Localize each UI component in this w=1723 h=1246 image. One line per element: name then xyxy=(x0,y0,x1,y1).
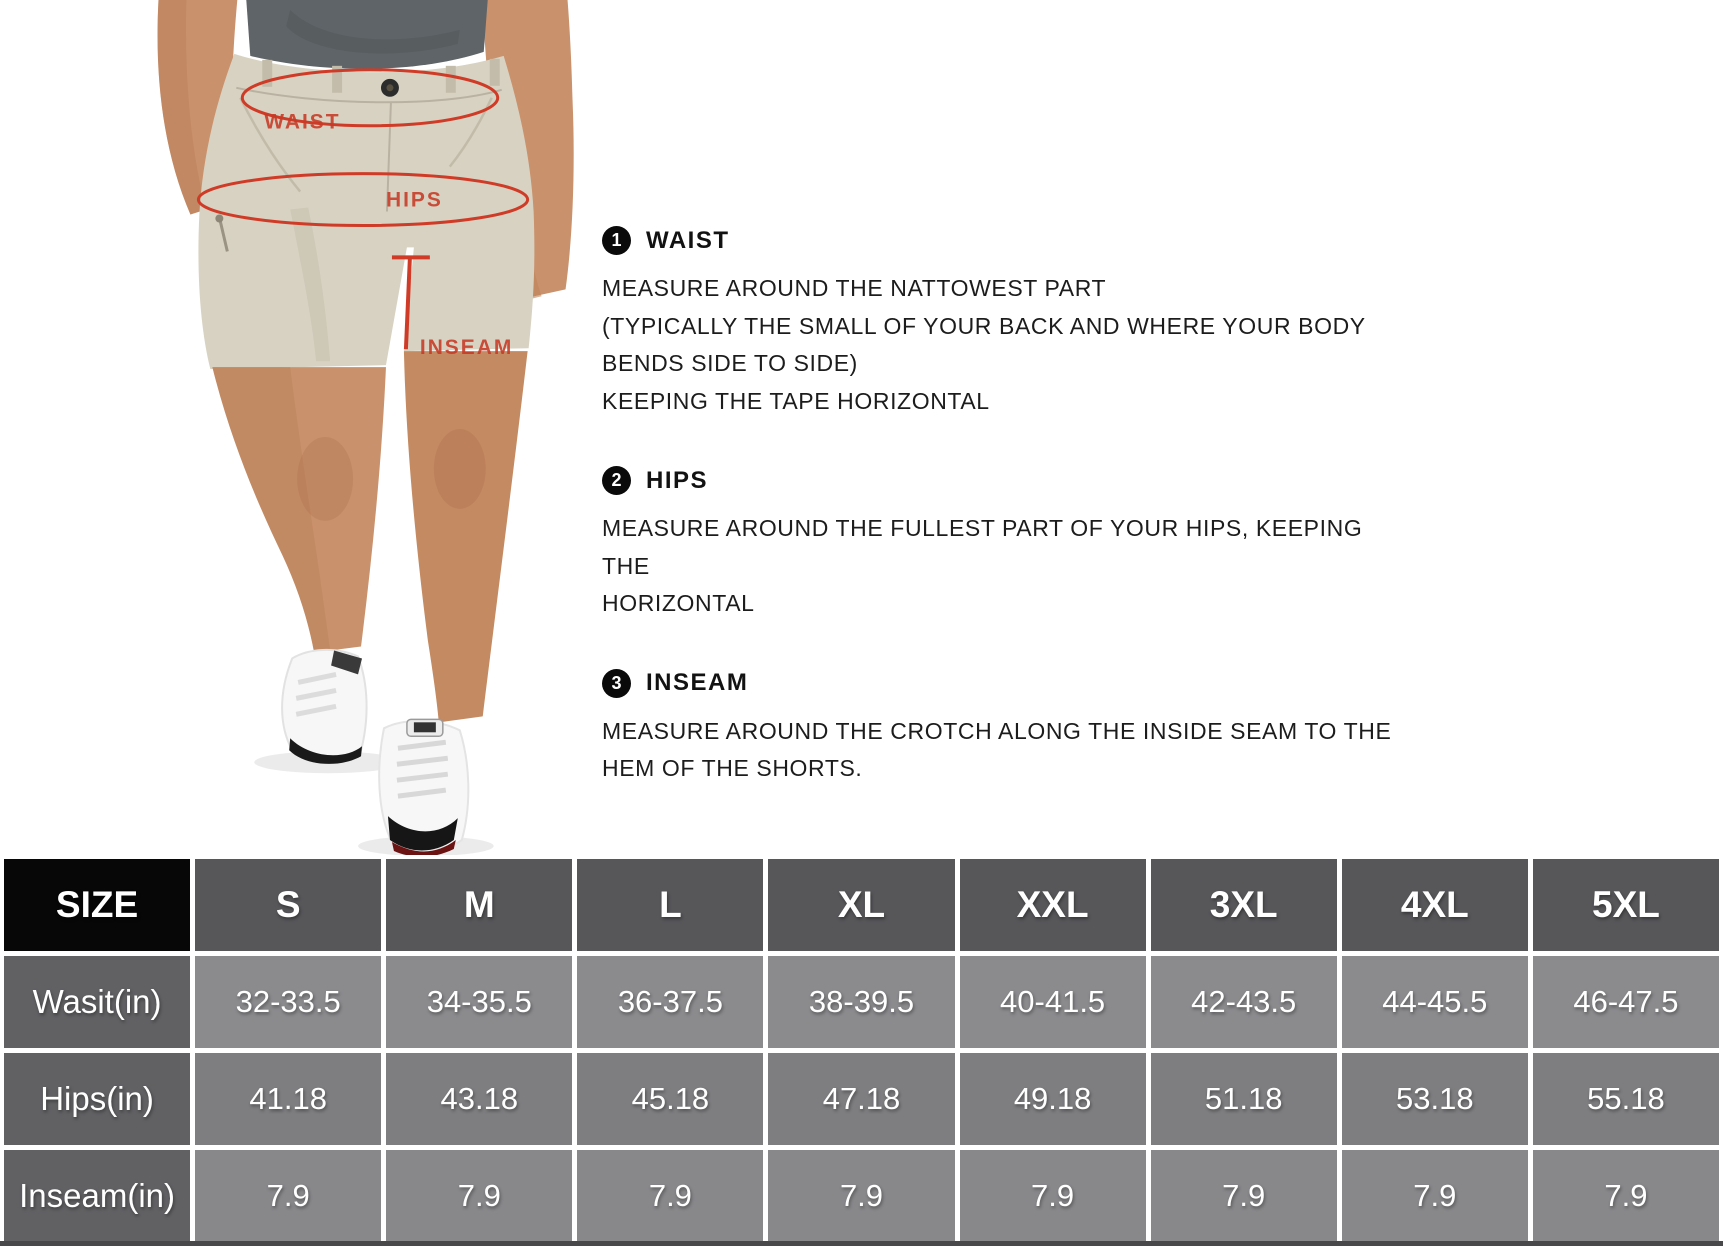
right-knee-shade xyxy=(434,429,486,509)
hips-value: 55.18 xyxy=(1533,1053,1719,1145)
belt-loop xyxy=(446,66,456,93)
inseam-value: 7.9 xyxy=(1151,1150,1337,1242)
instruction-text-line: MEASURE AROUND THE CROTCH ALONG THE INSIDE SEAM TO THE xyxy=(602,717,1392,744)
instruction-inseam xyxy=(602,669,1402,788)
left-knee-shade xyxy=(297,437,353,521)
waist-value: 40-41.5 xyxy=(960,956,1146,1048)
size-chart-table xyxy=(0,855,1723,1246)
instruction-inseam-title: INSEAM xyxy=(646,669,749,696)
hips-value: 41.18 xyxy=(195,1053,381,1145)
step-2-badge: 2 xyxy=(602,466,631,495)
inseam-value: 7.9 xyxy=(1342,1150,1528,1242)
table-header-xl: XL xyxy=(768,859,954,951)
table-header-m: M xyxy=(386,859,572,951)
waist-value: 32-33.5 xyxy=(195,956,381,1048)
row-label-hips: Hips(in) xyxy=(4,1053,190,1145)
row-label-waist: Wasit(in) xyxy=(4,956,190,1048)
right-leg xyxy=(404,351,528,722)
row-label-inseam: Inseam(in) xyxy=(4,1150,190,1242)
instruction-text-line: HORIZONTAL xyxy=(602,590,755,616)
hips-annotation-label: HIPS xyxy=(385,188,443,212)
inseam-annotation-label: INSEAM xyxy=(419,336,514,360)
hips-value: 43.18 xyxy=(386,1053,572,1145)
waist-value: 38-39.5 xyxy=(768,956,954,1048)
size-chart-grid xyxy=(4,859,1719,1242)
instruction-hips-heading xyxy=(602,466,1402,495)
zip-pull xyxy=(215,215,223,223)
instruction-text-line: (TYPICALLY THE SMALL OF YOUR BACK AND WHERE YOUR BODY xyxy=(602,312,1366,339)
instruction-text-line: BENDS SIDE TO SIDE) xyxy=(602,350,858,376)
instruction-text-line: MEASURE AROUND THE FULLEST PART OF YOUR HIPS, KEEPING THE xyxy=(602,515,1363,579)
inseam-value: 7.9 xyxy=(195,1150,381,1242)
measurement-instructions xyxy=(602,226,1402,788)
waist-button-center xyxy=(386,84,393,91)
instruction-text-line: HEM OF THE SHORTS. xyxy=(602,755,863,781)
waist-value: 34-35.5 xyxy=(386,956,572,1048)
instruction-hips xyxy=(602,466,1402,623)
inseam-value: 7.9 xyxy=(960,1150,1146,1242)
table-header-4xl: 4XL xyxy=(1342,859,1528,951)
table-header-size: SIZE xyxy=(4,859,190,951)
hips-value: 45.18 xyxy=(577,1053,763,1145)
table-header-3xl: 3XL xyxy=(1151,859,1337,951)
inseam-value: 7.9 xyxy=(577,1150,763,1242)
inseam-value: 7.9 xyxy=(1533,1150,1719,1242)
table-header-5xl: 5XL xyxy=(1533,859,1719,951)
step-3-badge: 3 xyxy=(602,669,631,698)
instruction-waist-heading xyxy=(602,226,1402,255)
model-illustration xyxy=(140,0,600,858)
hips-value: 51.18 xyxy=(1151,1053,1337,1145)
inseam-value: 7.9 xyxy=(386,1150,572,1242)
hips-value: 47.18 xyxy=(768,1053,954,1145)
model-photo xyxy=(140,0,600,858)
waist-annotation-label: WAIST xyxy=(264,110,341,134)
waist-value: 42-43.5 xyxy=(1151,956,1337,1048)
instruction-text-line: MEASURE AROUND THE NATTOWEST PART xyxy=(602,275,1107,301)
instruction-hips-title: HIPS xyxy=(646,466,709,494)
table-header-xxl: XXL xyxy=(960,859,1146,951)
instruction-inseam-heading xyxy=(602,669,1402,698)
step-1-badge: 1 xyxy=(602,226,631,255)
waist-value: 44-45.5 xyxy=(1342,956,1528,1048)
right-shoe-tongue-label xyxy=(414,722,436,732)
hips-value: 49.18 xyxy=(960,1053,1146,1145)
instruction-waist xyxy=(602,226,1402,420)
instruction-waist-title: WAIST xyxy=(646,226,730,254)
inseam-value: 7.9 xyxy=(768,1150,954,1242)
instruction-text-line: KEEPING THE TAPE HORIZONTAL xyxy=(602,387,990,414)
table-header-l: L xyxy=(577,859,763,951)
waist-value: 36-37.5 xyxy=(577,956,763,1048)
waist-value: 46-47.5 xyxy=(1533,956,1719,1048)
hips-value: 53.18 xyxy=(1342,1053,1528,1145)
table-bottom-edge xyxy=(0,1241,1723,1246)
table-header-s: S xyxy=(195,859,381,951)
belt-loop xyxy=(490,59,500,86)
